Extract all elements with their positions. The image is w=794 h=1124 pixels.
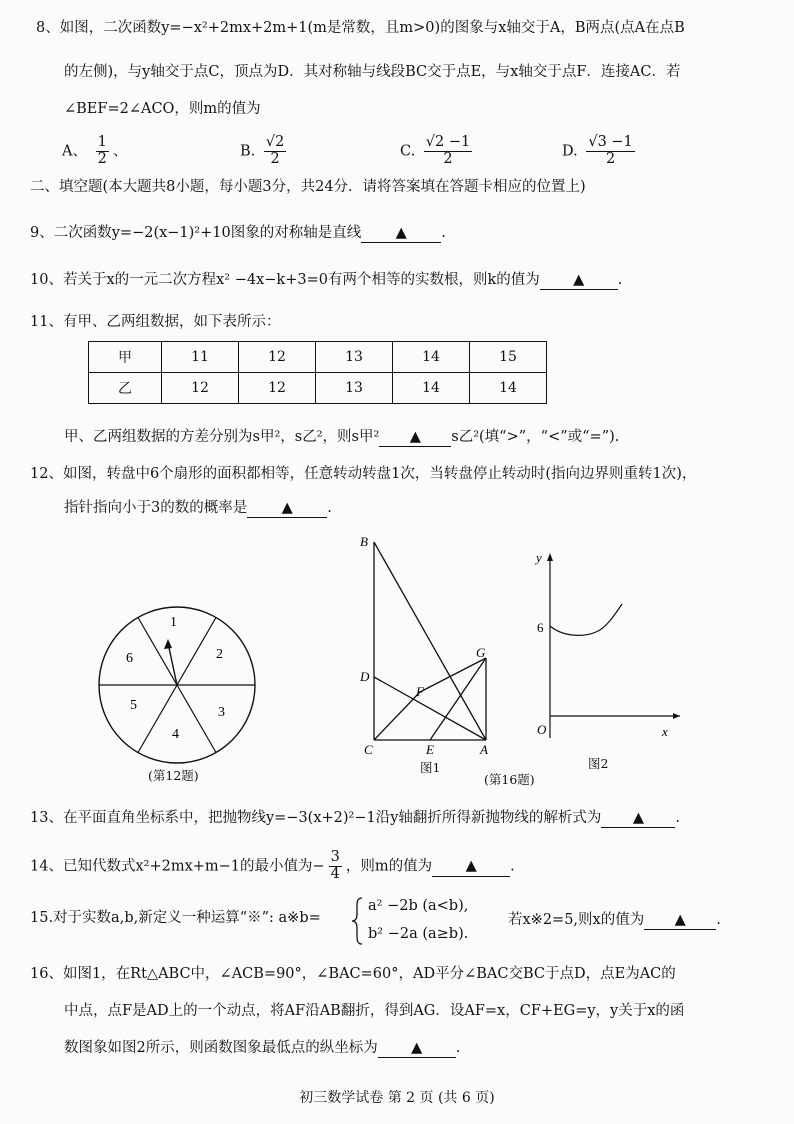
table-cell: 12 (162, 373, 239, 404)
origin-label: O (537, 722, 547, 737)
sector-label: 2 (216, 647, 223, 662)
q12-spinner-figure (96, 604, 258, 766)
q11-text: 11、有甲、乙两组数据，如下表所示： (30, 314, 281, 330)
point-label-d: D (360, 669, 370, 684)
piecewise-brace-icon (350, 896, 364, 946)
q16-figure-1 (350, 532, 500, 762)
q16-line2: 中点，点F是AD上的一个动点，将AF沿AB翻折，得到AG．设AF=x，CF+EG=y，y关于x的函 (64, 1003, 685, 1019)
option-c-fraction: $\frac{√2 -1}{2}$ (425, 134, 471, 167)
q8-option-a: A、 $\frac{1}{2}$ 、 (62, 134, 128, 167)
q9-text: 9、二次函数y=−2(x−1)²+10图象的对称轴是直线 (30, 225, 362, 241)
spinner-pointer (168, 643, 177, 685)
q15-case-2: b² −2a (a≥b). (368, 926, 469, 942)
q16-line3: 数图象如图2所示，则函数图象最低点的纵坐标为 ▲ . (64, 1040, 460, 1058)
point-label-f: F (416, 684, 424, 699)
option-a-fraction: $\frac{1}{2}$ (97, 134, 107, 167)
q10-text: 10、若关于x的一元二次方程x² −4x−k+3=0有两个相等的实数根，则k的值为 (30, 272, 540, 288)
q8-option-b (240, 135, 290, 168)
q12-answer-blank[interactable]: ▲ (247, 500, 327, 518)
sector-label: 5 (130, 698, 137, 713)
q12-caption: (第12题) (148, 768, 199, 783)
table-cell: 14 (393, 373, 470, 404)
pointer-arrow-icon (164, 639, 172, 649)
q9: 9、二次函数y=−2(x−1)²+10图象的对称轴是直线 ▲ . (30, 225, 446, 243)
point-label-a: A (480, 742, 488, 757)
option-c-label: C. (400, 143, 416, 160)
q14-fraction: $\frac{3}{4}$ (330, 849, 340, 882)
table-cell: 14 (470, 373, 547, 404)
option-d-fraction: $\frac{√3 -1}{2}$ (588, 134, 633, 167)
q10: 10、若关于x的一元二次方程x² −4x−k+3=0有两个相等的实数根，则k的值为 ▲ . (30, 272, 622, 290)
y-arrow-icon (547, 553, 553, 561)
function-curve (550, 604, 622, 635)
table-cell: 11 (162, 342, 239, 373)
q15-pre: 15.对于实数a,b,新定义一种运算“※”: a※b= (30, 910, 321, 926)
q9-answer-blank[interactable]: ▲ (361, 225, 441, 243)
table-cell: 15 (470, 342, 547, 373)
q8-line3: ∠BEF=2∠ACO，则m的值为 (64, 101, 261, 117)
q16-caption: (第16题) (484, 772, 535, 787)
sector-label: 3 (218, 705, 225, 720)
table-row (89, 342, 547, 373)
q16-figure-2-caption: 图2 (588, 756, 609, 771)
table-cell: 12 (239, 373, 316, 404)
q8-line1: 8、如图，二次函数y=−x²+2mx+2m+1(m是常数，且m>0)的图象与x轴交于A，B两点(点A在点B (36, 20, 685, 36)
q16-figure-1-caption: 图1 (420, 760, 441, 775)
q12-line2: 指针指向小于3的数的概率是 ▲ . (64, 500, 332, 518)
table-cell: 甲 (89, 342, 162, 373)
y-axis-label: y (536, 550, 542, 565)
option-d-label: D. (562, 143, 578, 160)
page-footer: 初三数学试卷 第 2 页 (共 6 页) (299, 1090, 495, 1106)
y-tick-label: 6 (537, 620, 544, 635)
q11-answer-blank[interactable]: ▲ (379, 429, 451, 447)
sector-label: 1 (170, 615, 177, 630)
q15-condition: 若x※2=5,则x的值为 ▲ . (508, 912, 721, 930)
q14: 14、已知代数式x²+2mx+m−1的最小值为− $\frac{3}{4}$ ，则m的值为 ▲ . (30, 849, 515, 882)
option-a-label: A、 (62, 143, 87, 160)
option-b-fraction: $\frac{√2}{2}$ (265, 134, 285, 167)
x-axis-label: x (662, 724, 668, 739)
table-cell: 12 (239, 342, 316, 373)
option-b-label: B. (240, 143, 256, 160)
table-cell: 乙 (89, 373, 162, 404)
q13: 13、在平面直角坐标系中，把抛物线y=−3(x+2)²−1沿y轴翻折所得新抛物线的解析式为 ▲ . (30, 810, 680, 828)
table-cell: 13 (316, 373, 393, 404)
table-row (89, 373, 547, 404)
q15-answer-blank[interactable]: ▲ (644, 912, 716, 930)
q16-figure-2 (510, 548, 690, 748)
point-label-c: C (364, 742, 373, 757)
q14-answer-blank[interactable]: ▲ (432, 858, 510, 876)
table-cell: 13 (316, 342, 393, 373)
q16-answer-blank[interactable]: ▲ (378, 1040, 456, 1058)
q16-line1: 16、如图1，在Rt△ABC中，∠ACB=90°，∠BAC=60°，AD平分∠BAC交BC于点D，点E为AC的 (30, 966, 676, 982)
q10-answer-blank[interactable]: ▲ (540, 272, 618, 290)
q13-answer-blank[interactable]: ▲ (601, 810, 675, 828)
q12-line1: 12、如图，转盘中6个扇形的面积都相等，任意转动转盘1次，当转盘停止转动时(指向边界则重转1次)， (30, 466, 697, 482)
table-cell: 14 (393, 342, 470, 373)
sector-label: 4 (172, 727, 179, 742)
sector-label: 6 (126, 651, 133, 666)
section-2-heading: 二、填空题(本大题共8小题，每小题3分，共24分．请将答案填在答题卡相应的位置上) (30, 179, 586, 195)
point-label-b: B (360, 534, 368, 549)
point-label-g: G (476, 645, 486, 660)
q11-comparison: 甲、乙两组数据的方差分别为s甲²，s乙²，则s甲² ▲ s乙²(填“>”，“<”或“=”). (64, 429, 619, 447)
q15-case-1: a² −2b (a<b), (368, 898, 469, 914)
point-label-e: E (426, 742, 434, 757)
q8-line2: 的左侧)，与y轴交于点C，顶点为D．其对称轴与线段BC交于点E，与x轴交于点F．连接AC．若 (64, 64, 681, 80)
q8-option-c (400, 135, 476, 168)
q11-data-table (88, 341, 547, 404)
q8-option-d (562, 135, 639, 168)
x-arrow-icon (673, 713, 680, 719)
